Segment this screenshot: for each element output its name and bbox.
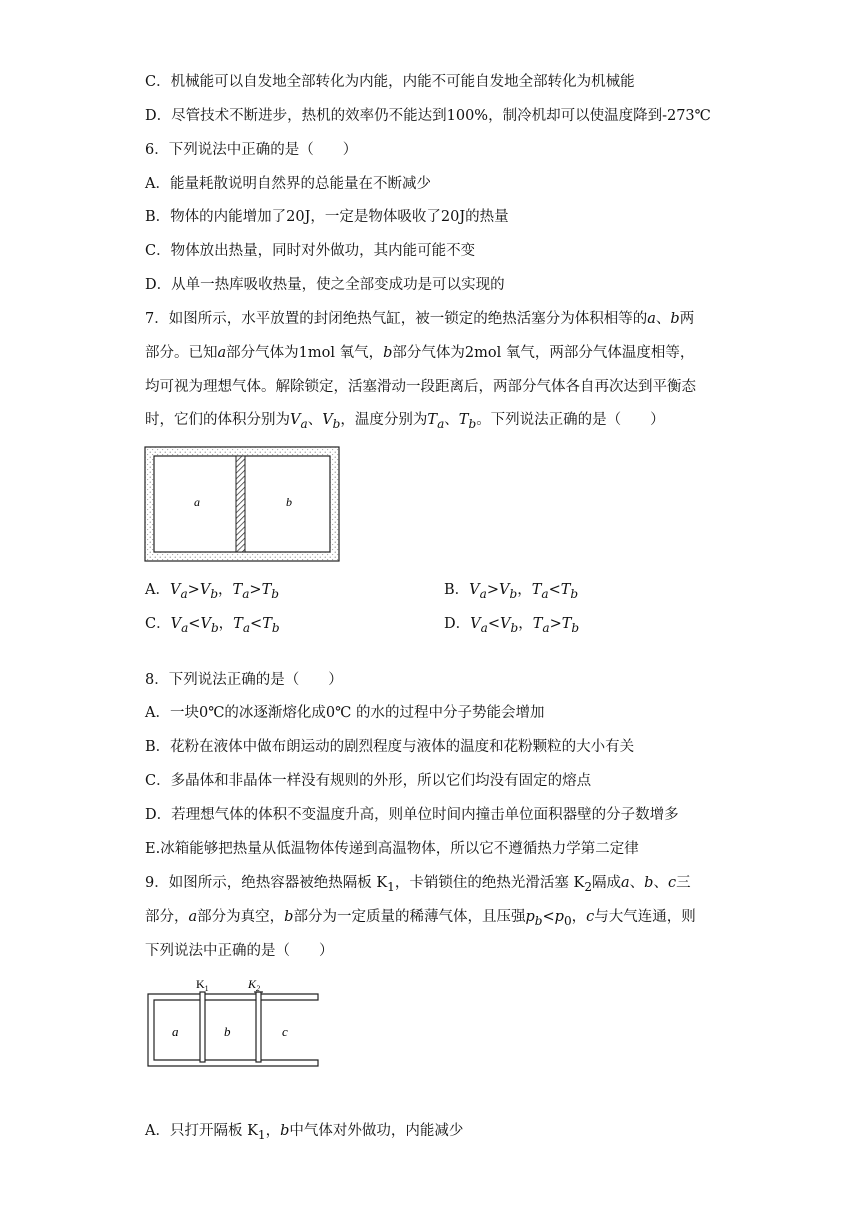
q7-stem-line3: 均可视为理想气体。解除锁定，活塞滑动一段距离后，两部分气体各自再次达到平衡态 <box>145 379 696 395</box>
q8-option-c: C．多晶体和非晶体一样没有规则的外形，所以它们均没有固定的熔点 <box>145 773 592 789</box>
q9-container-diagram <box>144 972 324 1072</box>
q6-option-a: A．能量耗散说明自然界的总能量在不断减少 <box>145 176 431 192</box>
q9-stem-line3: 下列说法中正确的是（ ） <box>145 943 334 959</box>
q7-stem-line1: 7．如图所示，水平放置的封闭绝热气缸，被一锁定的绝热活塞分为体积相等的a、b两 <box>145 311 695 327</box>
q5-option-c: C．机械能可以自发地全部转化为内能，内能不可能自发地全部转化为机械能 <box>145 74 635 90</box>
q6-option-b: B．物体的内能增加了20J，一定是物体吸收了20J的热量 <box>145 209 509 225</box>
q7-option-b: B．$V_a>V_b$，$T_a<T_b$ <box>444 582 579 601</box>
region-label-a: a <box>172 1024 179 1039</box>
region-label-b: b <box>224 1024 231 1039</box>
q7-option-d: D．$V_a<V_b$，$T_a>T_b$ <box>444 616 580 635</box>
q8-option-e: E.冰箱能够把热量从低温物体传递到高温物体，所以它不遵循热力学第二定律 <box>145 841 639 857</box>
region-label-c: c <box>282 1024 288 1039</box>
q7-option-a: A．$V_a>V_b$，$T_a>T_b$ <box>145 582 279 601</box>
label-k2: $K_2$ <box>248 977 261 993</box>
q9-stem-line2: 部分，a部分为真空，b部分为一定质量的稀薄气体，且压强$p_b<p_0$，c与大气连通，则 <box>145 909 696 928</box>
chamber-label-a: a <box>194 495 200 509</box>
q6-option-c: C．物体放出热量，同时对外做功，其内能可能不变 <box>145 243 476 259</box>
q7-stem-line2: 部分。已知a部分气体为1mol 氧气，b部分气体为2mol 氧气，两部分气体温度相等， <box>145 345 695 361</box>
q7-option-c: C．$V_a<V_b$，$T_a<T_b$ <box>145 616 280 635</box>
q9-option-a: A．只打开隔板 $K_1$，b中气体对外做功，内能减少 <box>145 1123 464 1142</box>
q8-option-a: A．一块0℃的冰逐渐熔化成0℃ 的水的过程中分子势能会增加 <box>145 705 545 721</box>
q8-option-b: B．花粉在液体中做布朗运动的剧烈程度与液体的温度和花粉颗粒的大小有关 <box>145 739 635 755</box>
piston-k2 <box>256 992 261 1062</box>
q8-stem: 8．下列说法正确的是（ ） <box>145 672 343 688</box>
q7-stem-line4: 时，它们的体积分别为$V_a$、$V_b$，温度分别为$T_a$、$T_b$。下列说法正确的是（ ） <box>145 412 665 431</box>
chamber-label-b: b <box>286 495 292 509</box>
q6-option-d: D．从单一热库吸收热量，使之全部变成功是可以实现的 <box>145 277 505 293</box>
piston <box>236 456 245 552</box>
q7-cylinder-diagram <box>144 446 340 562</box>
partition-k1 <box>200 992 205 1062</box>
label-k1: $K_1$ <box>196 977 209 993</box>
q6-stem: 6．下列说法中正确的是（ ） <box>145 142 358 158</box>
q5-option-d: D．尽管技术不断进步，热机的效率仍不能达到100%，制冷机却可以使温度降到-273℃ <box>145 108 711 124</box>
q9-stem-line1: 9．如图所示，绝热容器被绝热隔板 $K_1$，卡销锁住的绝热光滑活塞 $K_2$隔成a、b、c三 <box>145 875 691 894</box>
q8-option-d: D．若理想气体的体积不变温度升高，则单位时间内撞击单位面积器壁的分子数增多 <box>145 807 679 823</box>
